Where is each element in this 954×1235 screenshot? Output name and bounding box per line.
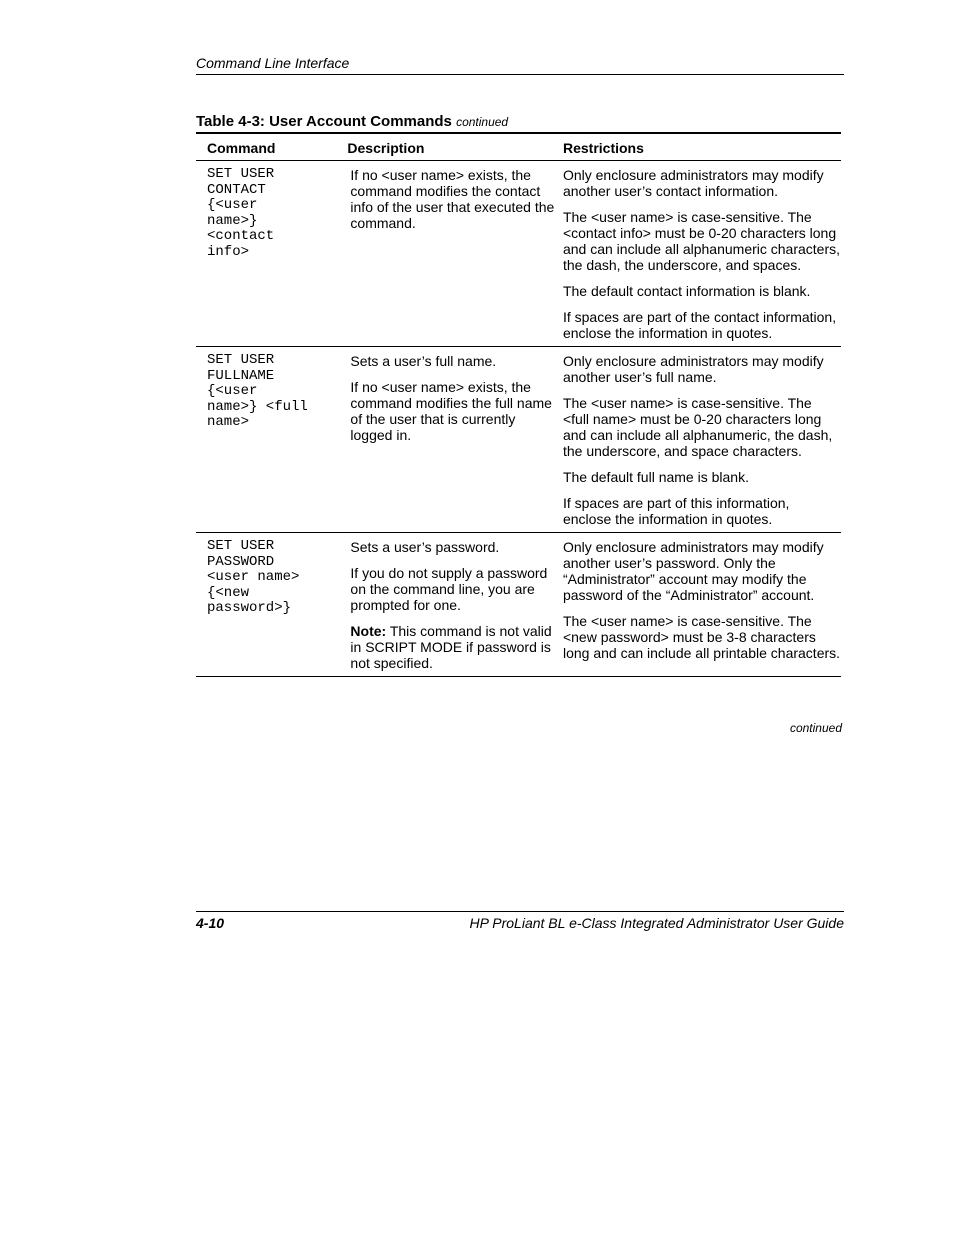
- table-continued-label: continued: [789, 721, 842, 735]
- description-cell: [346, 533, 559, 677]
- page-number: 4-10: [196, 915, 225, 931]
- running-header: Command Line Interface: [196, 55, 844, 75]
- table-caption-title: Table 4-3: User Account Commands: [196, 113, 452, 130]
- restriction-paragraph: The default contact information is blank.: [562, 283, 811, 299]
- note-label: Note:: [350, 623, 387, 639]
- document-title: HP ProLiant BL e-Class Integrated Administrator User Guide: [469, 915, 844, 931]
- user-account-commands-table: [196, 132, 841, 677]
- restriction-paragraph: Only enclosure administrators may modify another user’s contact information.: [562, 167, 824, 199]
- page-footer: [196, 911, 844, 932]
- table-header-row: [196, 133, 841, 161]
- note-paragraph: [350, 623, 559, 671]
- restrictions-cell: [559, 533, 841, 677]
- description-paragraph: If no <user name> exists, the command modifies the full name of the user that is currently logged in.: [350, 379, 552, 443]
- command-cell: [196, 161, 346, 347]
- command-text: SET USER CONTACT {<user name>} <contact info>: [207, 166, 275, 260]
- table-caption-continued: continued: [456, 115, 509, 129]
- restriction-paragraph: If spaces are part of this information, enclose the information in quotes.: [562, 495, 790, 527]
- description-cell: [346, 347, 559, 533]
- restriction-paragraph: The default full name is blank.: [562, 469, 749, 485]
- description-paragraph: Sets a user’s full name.: [350, 353, 497, 369]
- description-paragraph: If you do not supply a password on the command line, you are prompted for one.: [350, 565, 548, 613]
- restrictions-cell: [559, 347, 841, 533]
- table-row: [196, 347, 841, 533]
- command-text: SET USER FULLNAME {<user name>} <full name>: [207, 352, 308, 431]
- column-header-command: Command: [196, 133, 346, 161]
- command-cell: [196, 533, 346, 677]
- restriction-paragraph: Only enclosure administrators may modify another user’s full name.: [562, 353, 824, 385]
- note-text: This command is not valid in SCRIPT MODE if password is not specified.: [350, 623, 552, 671]
- table-caption: [196, 112, 508, 132]
- command-cell: [196, 347, 346, 533]
- restriction-paragraph: Only enclosure administrators may modify another user’s password. Only the “Administrator” account may modify the password of the “Administrator” account.: [562, 539, 824, 603]
- description-paragraph: If no <user name> exists, the command modifies the contact info of the user that executed the command.: [350, 167, 555, 231]
- description-paragraph: Sets a user’s password.: [350, 539, 500, 555]
- restriction-paragraph: If spaces are part of the contact information, enclose the information in quotes.: [562, 309, 837, 341]
- table-row: [196, 533, 841, 677]
- table-row: [196, 161, 841, 347]
- command-text: SET USER PASSWORD <user name> {<new password>}: [207, 538, 300, 617]
- restriction-paragraph: The <user name> is case-sensitive. The <contact info> must be 0-20 characters long and can include all alphanumeric characters, the dash, the underscore, and spaces.: [562, 209, 841, 273]
- column-header-description: Description: [346, 133, 559, 161]
- restriction-paragraph: The <user name> is case-sensitive. The <full name> must be 0-20 characters long and can include all alphanumeric, the dash, the underscore, and space characters.: [562, 395, 833, 459]
- description-cell: [346, 161, 559, 347]
- restriction-paragraph: The <user name> is case-sensitive. The <new password> must be 3-8 characters long and can include all printable characters.: [562, 613, 841, 661]
- column-header-restrictions: Restrictions: [559, 133, 841, 161]
- restrictions-cell: [559, 161, 841, 347]
